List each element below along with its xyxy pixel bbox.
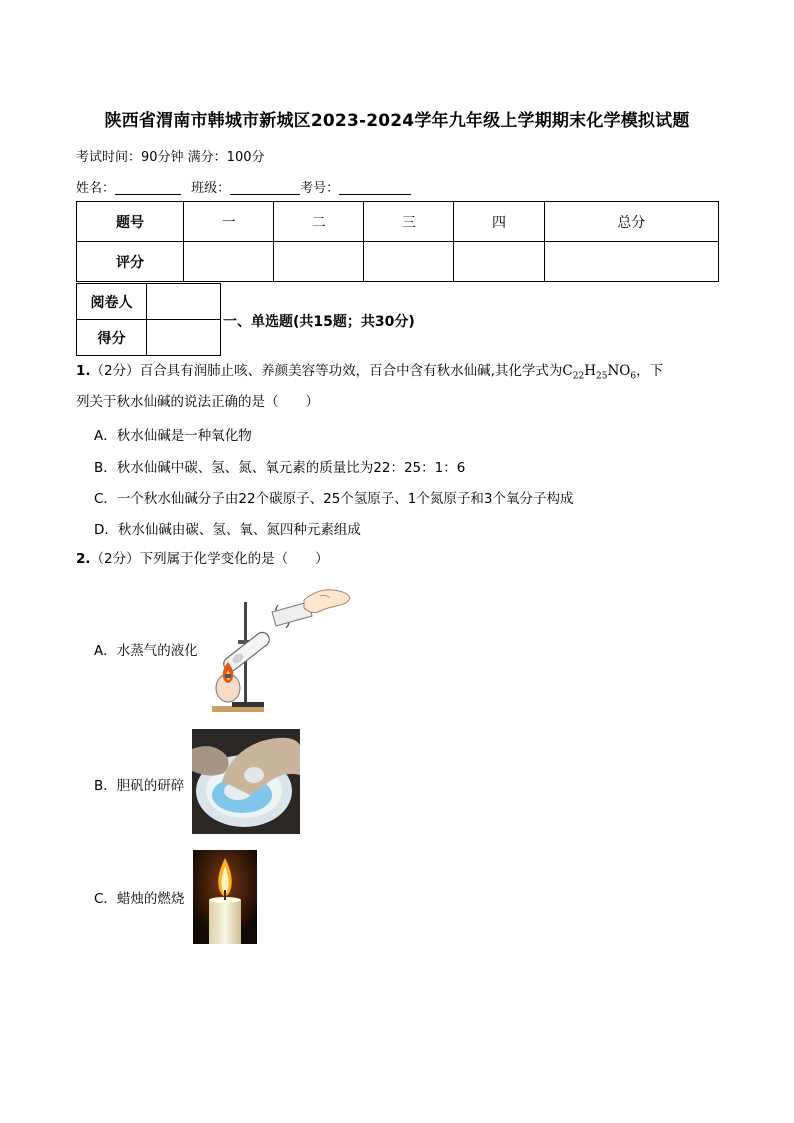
score-table — [76, 201, 719, 282]
question-points: （2分） — [90, 363, 140, 379]
question-1: 1.（2分）百合具有润肺止咳、养颜美容等功效，百合中含有秋水仙碱,其化学式为$C_{22}H_{25}NO_6$，下 — [76, 363, 664, 382]
score-row-label: 评分 — [77, 242, 184, 282]
question-2 — [76, 549, 329, 569]
student-fields — [76, 177, 411, 196]
exam-info: 考试时间：90分钟 满分：100分 — [76, 150, 265, 165]
section-title: 一、单选题(共15题；共30分) — [223, 314, 415, 330]
number-blank[interactable] — [339, 180, 411, 195]
score-header-cell: 一 — [184, 202, 274, 242]
reviewer-label: 阅卷人 — [77, 284, 147, 320]
score-label: 得分 — [77, 320, 147, 356]
number-label: 考号： — [300, 181, 340, 196]
score-table-header-row — [77, 202, 719, 242]
option-a[interactable]: A．秋水仙碱是一种氧化物 — [94, 428, 252, 444]
q2-option-c[interactable]: C．蜡烛的燃烧 — [94, 891, 185, 907]
score-cell[interactable] — [454, 242, 544, 282]
mortar-grinding-image — [192, 729, 300, 834]
grader-score-cell[interactable] — [147, 320, 221, 356]
question-number: 1. — [76, 363, 91, 379]
candle-flame-image — [193, 850, 257, 944]
score-header-cell: 总分 — [544, 202, 718, 242]
question-1-cont: 列关于秋水仙碱的说法正确的是（ ） — [76, 394, 319, 410]
question-points: （2分） — [90, 551, 140, 567]
score-header-cell: 二 — [274, 202, 364, 242]
option-b[interactable]: B．秋水仙碱中碳、氢、氮、氧元素的质量比为22：25：1：6 — [94, 460, 466, 476]
q2-option-a[interactable]: A．水蒸气的液化 — [94, 643, 198, 659]
option-c[interactable]: C．一个秋水仙碱分子由22个碳原子、25个氢原子、1个氮原子和3个氧分子构成 — [94, 491, 574, 507]
class-blank[interactable] — [230, 180, 300, 195]
question-number: 2. — [76, 551, 91, 567]
page-title: 陕西省渭南市韩城市新城区2023-2024学年九年级上学期期末化学模拟试题 — [104, 111, 690, 131]
name-label: 姓名： — [76, 181, 116, 196]
q2-option-b[interactable]: B．胆矾的研碎 — [94, 778, 185, 794]
class-label: 班级： — [191, 181, 231, 196]
name-blank[interactable] — [115, 180, 181, 195]
score-cell[interactable] — [184, 242, 274, 282]
score-header-cell: 四 — [454, 202, 544, 242]
reviewer-cell[interactable] — [147, 284, 221, 320]
score-cell[interactable] — [544, 242, 718, 282]
distillation-apparatus-image — [208, 582, 354, 712]
score-table-score-row — [77, 242, 719, 282]
score-cell[interactable] — [364, 242, 454, 282]
grader-table — [76, 283, 221, 356]
score-header-cell: 题号 — [77, 202, 184, 242]
score-header-cell: 三 — [364, 202, 454, 242]
question-text: 百合具有润肺止咳、养颜美容等功效，百合中含有秋水仙碱,其化学式为 — [139, 363, 563, 379]
option-d[interactable]: D．秋水仙碱由碳、氢、氧、氮四种元素组成 — [94, 522, 361, 538]
score-cell[interactable] — [274, 242, 364, 282]
chemical-formula: $C_{22}H_{25}NO_6$ — [562, 363, 637, 382]
question-text: 下列属于化学变化的是（ ） — [139, 551, 329, 567]
